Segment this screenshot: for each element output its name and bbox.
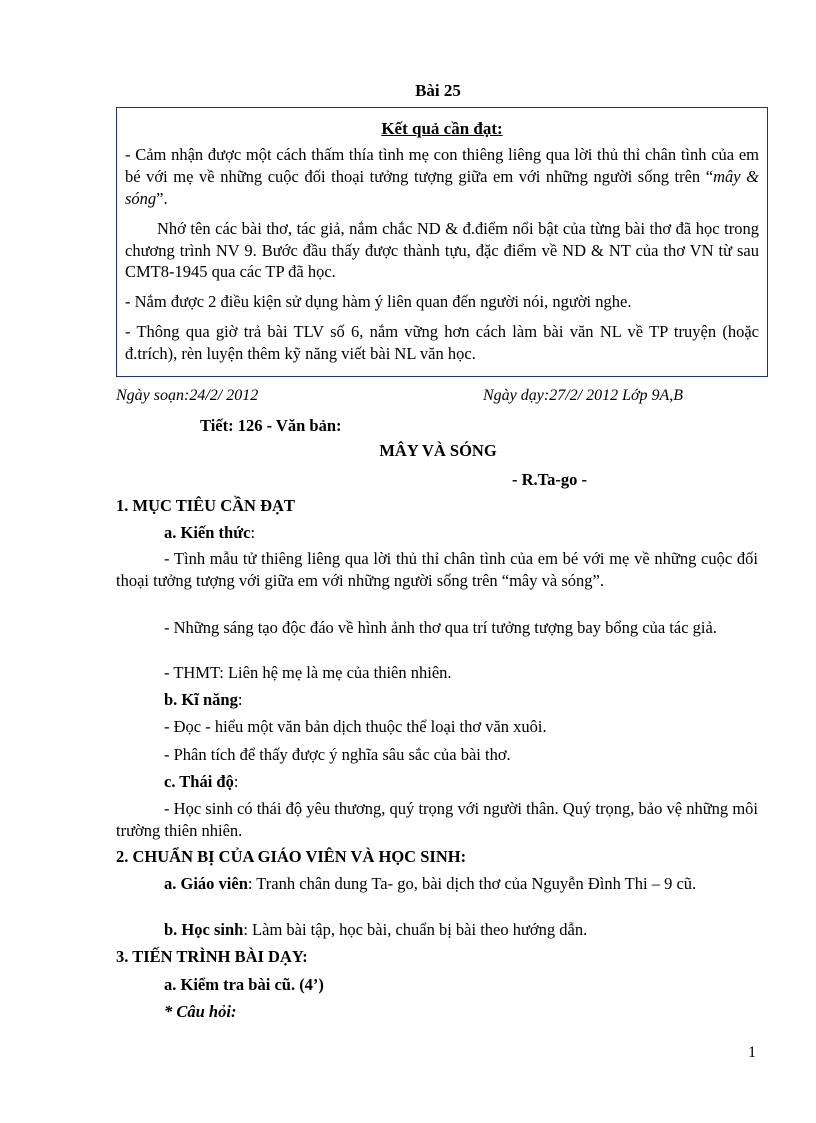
knowledge-item-3: - THMT: Liên hệ mẹ là mẹ của thiên nhiên. (164, 663, 452, 682)
skills-label: b. Kĩ năng: (164, 690, 243, 709)
knowledge-item-2: - Những sáng tạo độc đáo về hình ảnh thơ qua trí tưởng tượng bay bổng của tác giả. (164, 618, 717, 637)
results-paragraph-2: Nhớ tên các bài thơ, tác giả, nắm chắc ND & đ.điểm nổi bật của từng bài thơ đã học trong chương trình NV 9. Bước đầu thấy được thành tựu, đặc điểm về ND & NT của thơ VN từ sau CMT8-1945 qua các TP đã học. (125, 218, 759, 282)
lesson-number-title: Bài 25 (415, 81, 461, 100)
skills-item-2: - Phân tích để thấy được ý nghĩa sâu sắc của bài thơ. (164, 745, 511, 764)
student-preparation: b. Học sinh: Làm bài tập, học bài, chuẩn bị bài theo hướng dẫn. (164, 920, 588, 939)
preparation-date: Ngày soạn:24/2/ 2012 (116, 387, 259, 404)
period-label: Tiết: 126 - Văn bản: (200, 416, 342, 435)
results-paragraph-3: - Nắm được 2 điều kiện sử dụng hàm ý liên quan đến người nói, người nghe. (125, 292, 632, 312)
results-paragraph-1: - Cảm nhận được một cách thấm thía tình mẹ con thiêng liêng qua lời thủ thỉ chân tình của em bé với mẹ về những cuộc đối thoại tưởng tượng giữa em với những người sống trên “mây & sóng”. (125, 145, 759, 208)
poem-title: MÂY VÀ SÓNG (379, 441, 497, 460)
section-1-heading: 1. MỤC TIÊU CẦN ĐẠT (116, 496, 295, 515)
knowledge-item-1: - Tình mẫu tử thiêng liêng qua lời thủ thỉ chân tình của em bé với mẹ về những cuộc đối thoại tưởng tượng với giữa em với những người sống trên “mây và sóng”. (116, 549, 758, 590)
old-lesson-check: a. Kiểm tra bài cũ. (4’) (164, 975, 324, 994)
teaching-date: Ngày dạy:27/2/ 2012 Lớp 9A,B (483, 387, 684, 404)
poem-author: - R.Ta-go - (512, 470, 588, 489)
page-number: 1 (748, 1044, 756, 1061)
skills-item-1: - Đọc - hiểu một văn bản dịch thuộc thể loại thơ văn xuôi. (164, 717, 547, 736)
teacher-preparation: a. Giáo viên: Tranh chân dung Ta- go, bài dịch thơ của Nguyễn Đình Thi – 9 cũ. (164, 874, 697, 893)
section-2-heading: 2. CHUẨN BỊ CỦA GIÁO VIÊN VÀ HỌC SINH: (116, 847, 467, 866)
attitude-label: c. Thái độ: (164, 772, 239, 791)
results-paragraph-4: - Thông qua giờ trả bài TLV số 6, nắm vững hơn cách làm bài văn NL về TP truyện (hoặc đ.trích), rèn luyện thêm kỹ năng viết bài NL văn học. (125, 321, 759, 363)
knowledge-label: a. Kiến thức: (164, 523, 256, 542)
question-label: * Câu hỏi: (164, 1002, 237, 1021)
attitude-item-1: - Học sinh có thái độ yêu thương, quý trọng với người thân. Quý trọng, bảo vệ những môi trường thiên nhiên. (116, 799, 758, 840)
results-heading: Kết quả cần đạt: (381, 119, 503, 138)
results-box (116, 107, 768, 377)
section-3-heading: 3. TIẾN TRÌNH BÀI DẠY: (116, 947, 308, 966)
